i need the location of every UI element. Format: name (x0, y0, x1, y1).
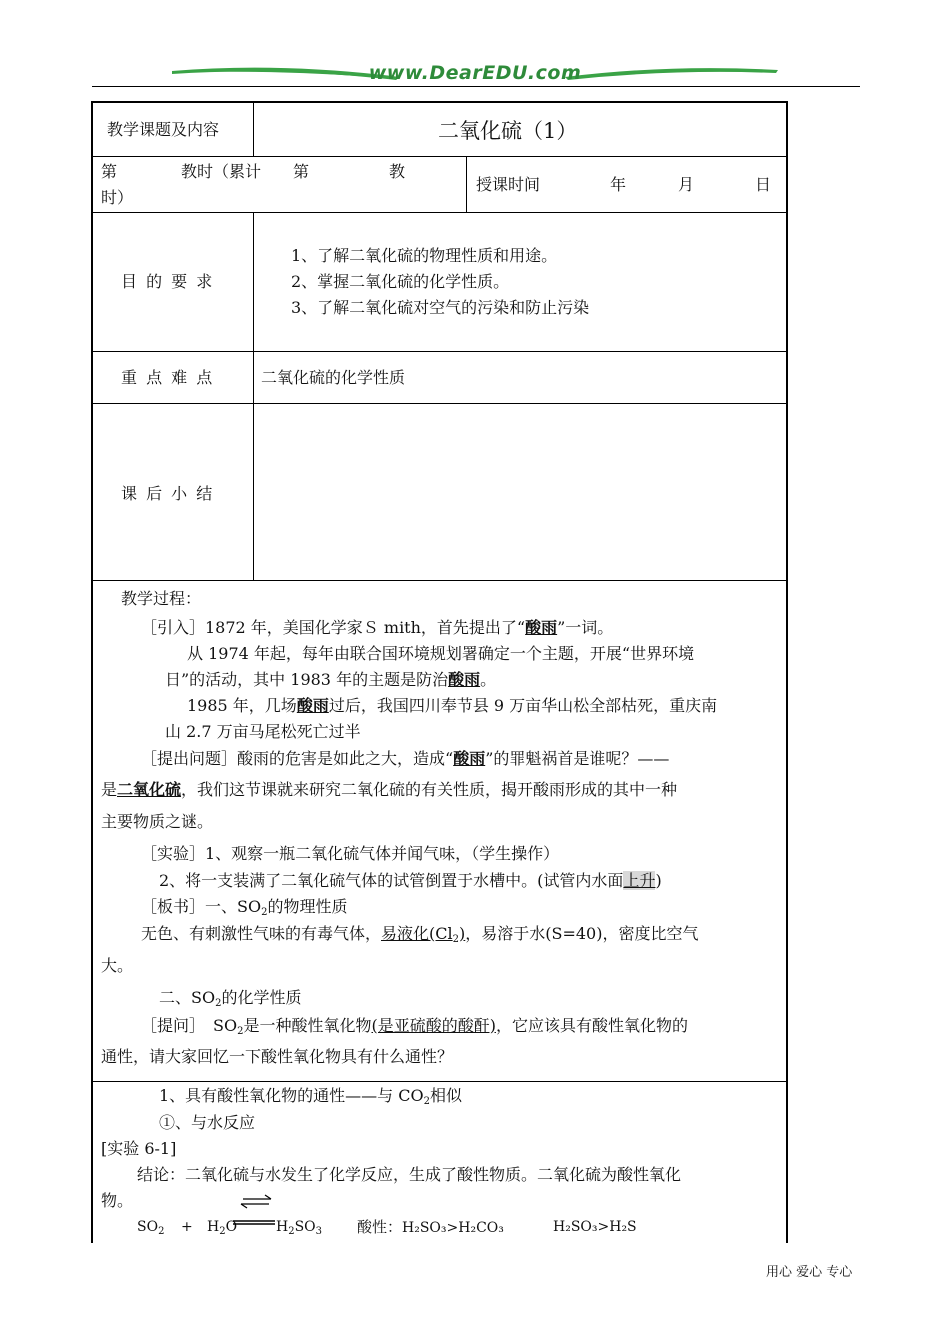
equation-so2: $SO_2$ (137, 1219, 165, 1237)
topic-label: 教学课题及内容 (107, 120, 220, 139)
lesson-plan-table (91, 101, 788, 1243)
acid-rain-term: 酸雨 (525, 618, 558, 637)
acidity-comparison-2: H₂SO₃>H₂S (553, 1219, 637, 1235)
experiment-step1: ［实验］1、观察一瓶二氧化硫气体并闻气味，（学生操作） (141, 844, 560, 863)
objectives-label: 目 的 要 求 (121, 272, 215, 291)
lesson-time-month: 月 (678, 175, 695, 194)
paragraph-1974-line2: 日”的活动，其中 1983 年的主题是防治酸雨。 (165, 670, 497, 689)
question-line2: 是二氧化硫，我们这节课就来研究二氧化硫的有关性质，揭开酸雨形成的其中一种 (101, 780, 678, 799)
paragraph-1985-line2: 山 2.7 万亩马尾松死亡过半 (165, 722, 361, 741)
acid-rain-term: 酸雨 (296, 696, 329, 715)
row-divider (93, 1081, 786, 1082)
lesson-count-line2: 时） (101, 188, 134, 207)
topic-title: 二氧化硫（1） (438, 119, 578, 143)
board-heading-physical: ［板书］一、$SO_2$的物理性质 (141, 897, 348, 918)
equation-plus: + (181, 1219, 193, 1235)
equation-product: $H_2SO_3$ (276, 1219, 323, 1237)
lesson-count-line1: 第 教时（累计 第 教 (101, 162, 406, 181)
col-divider (253, 212, 254, 580)
conclusion-line2: 物。 (101, 1191, 134, 1210)
physical-props-line2: 大。 (101, 956, 134, 975)
row-divider (93, 156, 786, 157)
board-heading-chemical: 二、$SO_2$的化学性质 (159, 988, 302, 1009)
so2-term: 二氧化硫 (117, 780, 182, 799)
summary-label: 课 后 小 结 (121, 484, 215, 503)
col-divider (466, 156, 467, 212)
paragraph-1985-line1: 1985 年，几场酸雨过后，我国四川奉节县 9 万亩华山松全部枯死，重庆南 (187, 696, 718, 715)
water-rise-highlight: 上升 (623, 871, 656, 890)
reversible-arrow-icon (231, 1193, 277, 1233)
question-line1: ［提出问题］酸雨的危害是如此之大，造成“酸雨”的罪魁祸首是谁呢？—— (141, 749, 670, 768)
acid-rain-term: 酸雨 (453, 749, 486, 768)
objective-item: 3、了解二氧化硫对空气的污染和防止污染 (291, 298, 590, 317)
key-points-value: 二氧化硫的化学性质 (261, 368, 406, 387)
physical-props-line1: 无色、有刺激性气味的有毒气体，易液化$(Cl_2)$，易溶于水(S=40)，密度比空气 (141, 924, 699, 945)
row-divider (93, 212, 786, 213)
process-heading: 教学过程： (121, 589, 202, 608)
objective-item: 2、掌握二氧化硫的化学性质。 (291, 272, 510, 291)
experiment-step2: 2、将一支装满了二氧化硫气体的试管倒置于水槽中。(试管内水面上升) (159, 871, 662, 890)
row-divider (93, 580, 786, 581)
react-with-water-heading: ①、与水反应 (159, 1113, 256, 1132)
conclusion-line1: 结论：二氧化硫与水发生了化学反应，生成了酸性物质。二氧化硫为酸性氧化 (137, 1165, 682, 1184)
question-acidic-oxide-line1: ［提问］ $SO_2$是一种酸性氧化物(是亚硫酸的酸酐)，它应该具有酸性氧化物的 (141, 1016, 688, 1037)
row-divider (93, 403, 786, 404)
question-line3: 主要物质之谜。 (101, 812, 214, 831)
lesson-time-label: 授课时间 (476, 175, 541, 194)
acidic-oxide-heading: 1、具有酸性氧化物的通性——与 $CO_2$相似 (159, 1086, 463, 1107)
site-url: www.DearEDU.com (368, 62, 582, 84)
row-divider (93, 351, 786, 352)
paragraph-1974-line1: 从 1974 年起，每年由联合国环境规划署确定一个主题，开展“世界环境 (187, 644, 695, 663)
col-divider (253, 103, 254, 156)
intro-paragraph: ［引入］1872 年，美国化学家Ｓ mith，首先提出了“酸雨”一词。 (141, 618, 614, 637)
key-points-label: 重 点 难 点 (121, 368, 215, 387)
experiment-6-1-label: [实验 6-1] (101, 1139, 177, 1158)
site-logo (170, 58, 780, 88)
acidity-comparison-1: 酸性：H₂SO₃>H₂CO₃ (357, 1218, 504, 1236)
objective-item: 1、了解二氧化硫的物理性质和用途。 (291, 246, 558, 265)
footer-slogan: 用心 爱心 专心 (766, 1265, 853, 1280)
acid-rain-term: 酸雨 (448, 670, 481, 689)
lesson-time-year: 年 (610, 175, 627, 194)
header-rule (92, 86, 860, 87)
equation-water: $H_2O$ (207, 1219, 238, 1237)
question-acidic-oxide-line2: 通性，请大家回忆一下酸性氧化物具有什么通性？ (101, 1047, 454, 1066)
lesson-time-day: 日 (755, 175, 772, 194)
